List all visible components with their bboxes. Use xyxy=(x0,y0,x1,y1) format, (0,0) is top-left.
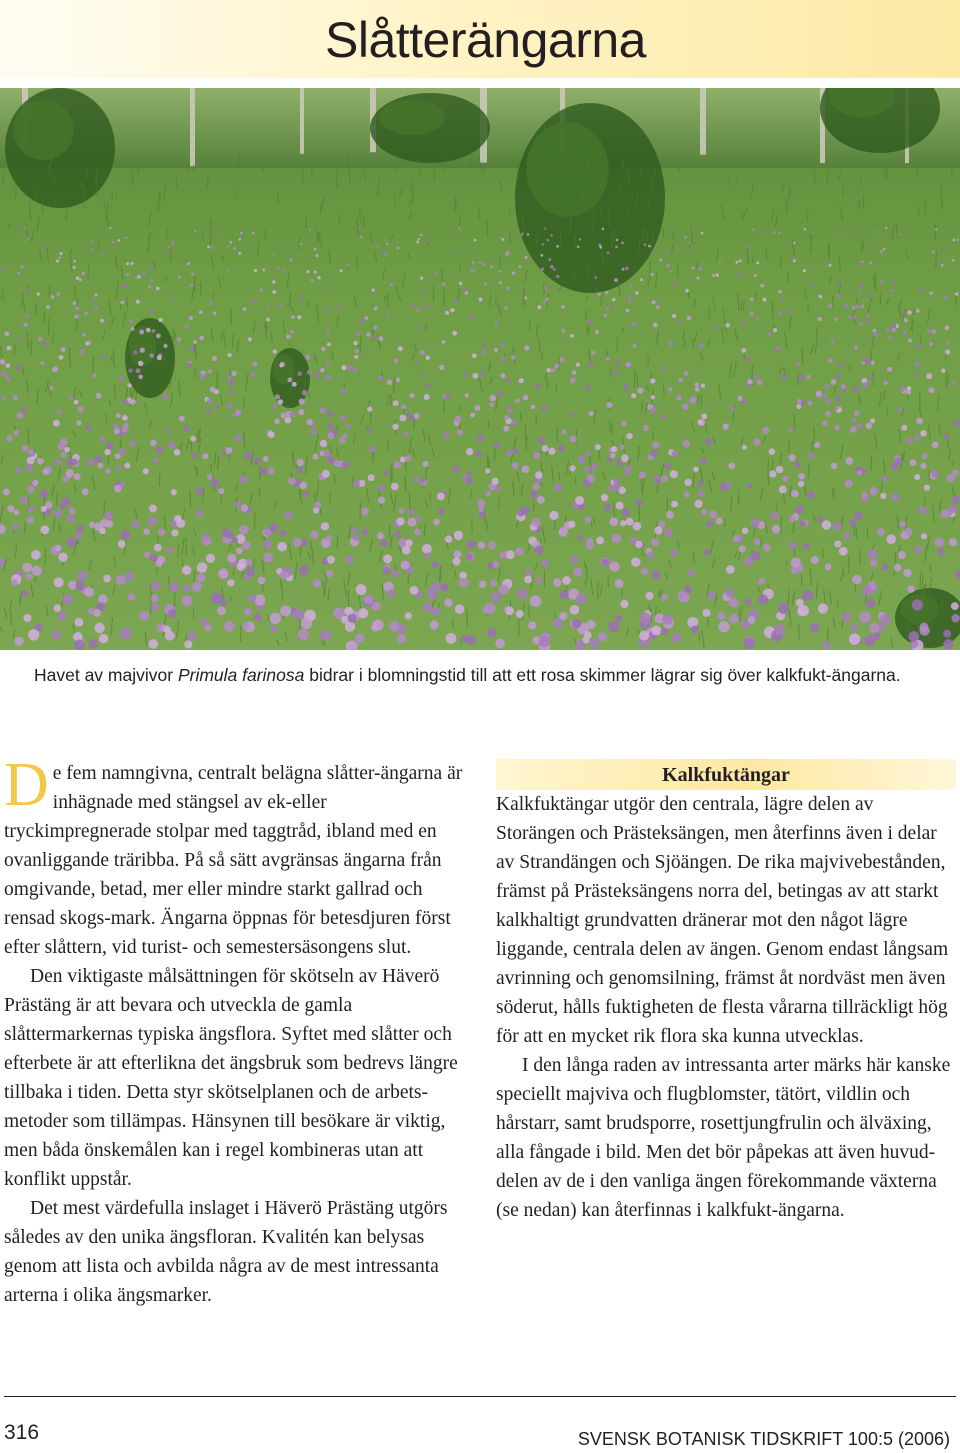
journal-citation: SVENSK BOTANISK TIDSKRIFT 100:5 (2006) xyxy=(577,1429,950,1449)
sidebar-column xyxy=(496,790,956,1225)
footer-rule xyxy=(4,1396,956,1397)
article-column xyxy=(4,751,466,1310)
sidebar-paragraph-1: Kalkfuktängar utgör den centrala, lägre delen av Storängen och Prästeksängen, men återfinns även i delar av Strandängen och Sjöängen. De rika majvivebestånden, främst på Prästeksängens norra del, betingas av att starkt kalkhaltigt grundvatten dränerar mot den något lägre liggande, centrala delen av ängen. Genom endast långsam avrinning och genomsilning, främst åt nordväst men även söderut, hålls fuktigheten de flesta vårarna tillräckligt hög för att en mycket rik flora ska kunna utvecklas. xyxy=(496,794,949,1047)
sidebar-paragraph-2: I den långa raden av intressanta arter märks här kanske speciellt majviva och flugblomster, tätört, vildlin och hårstarr, samt brudsporre, rosettjungfrulin och älväxing, alla fångade i bild. Men det bör påpekas att även huvud-delen av de i den vanliga ängen förekommande växterna (se nedan) kan återfinnas i kalkfukt-ängarna. xyxy=(496,1055,951,1221)
page-number: 316 xyxy=(4,1421,40,1444)
article-paragraph-3: Det mest värdefulla inslaget i Häverö Prästäng utgörs således av den unika ängsfloran. Kvalitén kan belysas genom att lista och avbilda några av de mest intressanta arterna i olika ängsmarker. xyxy=(4,1198,448,1306)
drop-cap: D xyxy=(4,751,49,819)
article-paragraph-1: De fem namngivna, centralt belägna slåtter-ängarna är inhägnade med stängsel av ek-eller tryckimpregnerade stolpar med taggtråd, ibland med en ovanliggande träribba. På så sätt avgränsas ängarna från omgivande, betad, mer eller mindre starkt gallrad och rensad skogs-mark. Ängarna öppnas för betesdjuren först efter slåttern, vid turist- och semestersäsongens slut. xyxy=(4,751,463,958)
sidebar-heading: Kalkfuktängar xyxy=(496,759,956,790)
photo-caption: Havet av majvivor Primula farinosa bidrar i blomningstid till att ett rosa skimmer lägrar sig över kalkfukt-ängarna. xyxy=(34,665,901,685)
article-paragraph-2: Den viktigaste målsättningen för skötseln av Häverö Prästäng är att bevara och utveckla de gamla slåttermarkernas typiska ängsflora. Syftet med slåtter och efterbete är att efterlikna det ängsbruk som bedrevs längre tillbaka i tiden. Detta styr skötselplanen och de arbets-metoder som tillämpas. Hänsynen till besökare är viktig, men båda önskemålen kan i regel kombineras utan att konflikt uppstår. xyxy=(4,966,458,1190)
meadow-photo xyxy=(0,88,960,650)
meadow-photo-illustration xyxy=(0,88,960,650)
page-title: Slåtterängarna xyxy=(324,12,646,68)
species-name: Primula farinosa xyxy=(177,665,305,685)
